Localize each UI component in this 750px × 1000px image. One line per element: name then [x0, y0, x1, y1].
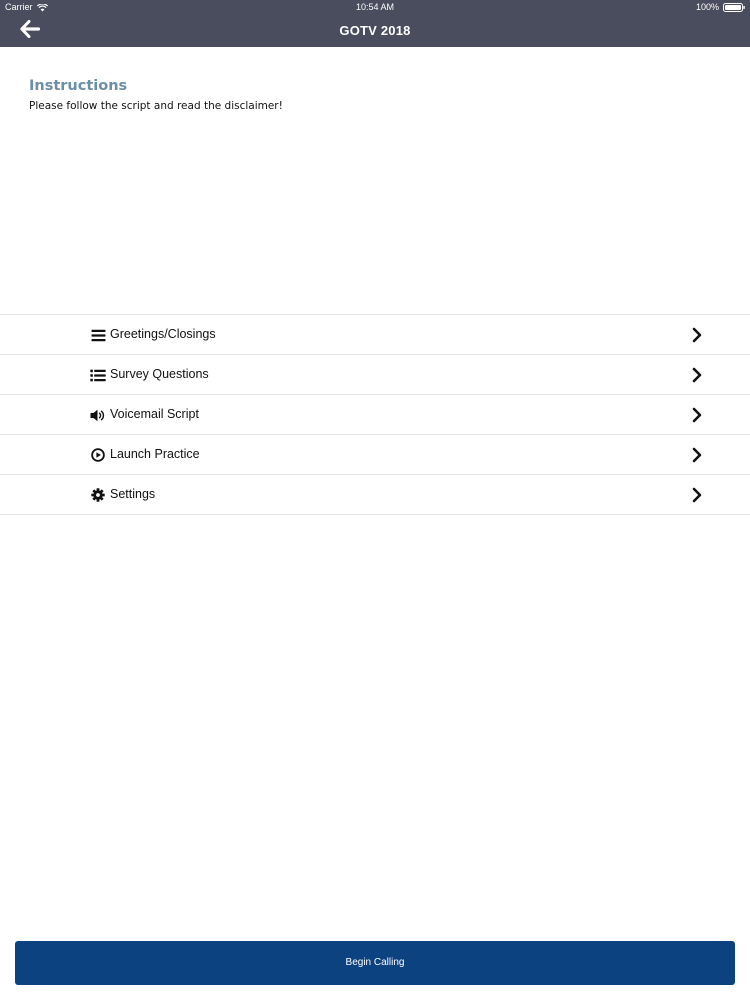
instructions-text: Please follow the script and read the disclaimer! [29, 100, 283, 112]
menu-item-label: Survey Questions [110, 367, 209, 381]
volume-icon [90, 407, 106, 423]
menu-item-label: Greetings/Closings [110, 327, 216, 341]
header [0, 0, 750, 47]
chevron-right-icon [690, 447, 704, 463]
chevron-right-icon [690, 327, 704, 343]
arrow-left-icon [20, 20, 40, 43]
begin-calling-button[interactable]: Begin Calling [15, 941, 735, 985]
bars-icon [90, 327, 106, 343]
menu-list [0, 314, 750, 515]
status-right [696, 0, 745, 15]
status-bar [0, 0, 750, 15]
instructions-section [29, 78, 283, 112]
back-button[interactable] [14, 17, 46, 45]
page-title: GOTV 2018 [339, 23, 411, 38]
nav-bar [0, 15, 750, 47]
menu-item-launch-practice[interactable] [0, 435, 750, 475]
menu-item-label: Launch Practice [110, 447, 200, 461]
instructions-title: Instructions [29, 78, 128, 94]
menu-item-survey-questions[interactable] [0, 355, 750, 395]
status-time: 10:54 AM [355, 2, 395, 12]
carrier-label: Carrier [5, 2, 33, 12]
menu-item-label: Settings [110, 487, 156, 501]
menu-item-greetings-closings[interactable] [0, 315, 750, 355]
gear-icon [90, 487, 106, 503]
chevron-right-icon [690, 367, 704, 383]
menu-item-label: Voicemail Script [110, 407, 199, 421]
chevron-right-icon [690, 487, 704, 503]
list-icon [90, 367, 106, 383]
menu-item-settings[interactable] [0, 475, 750, 515]
play-circle-icon [90, 447, 106, 463]
chevron-right-icon [690, 407, 704, 423]
battery-icon [723, 3, 745, 12]
battery-percent: 100% [695, 2, 719, 12]
menu-item-voicemail-script[interactable] [0, 395, 750, 435]
